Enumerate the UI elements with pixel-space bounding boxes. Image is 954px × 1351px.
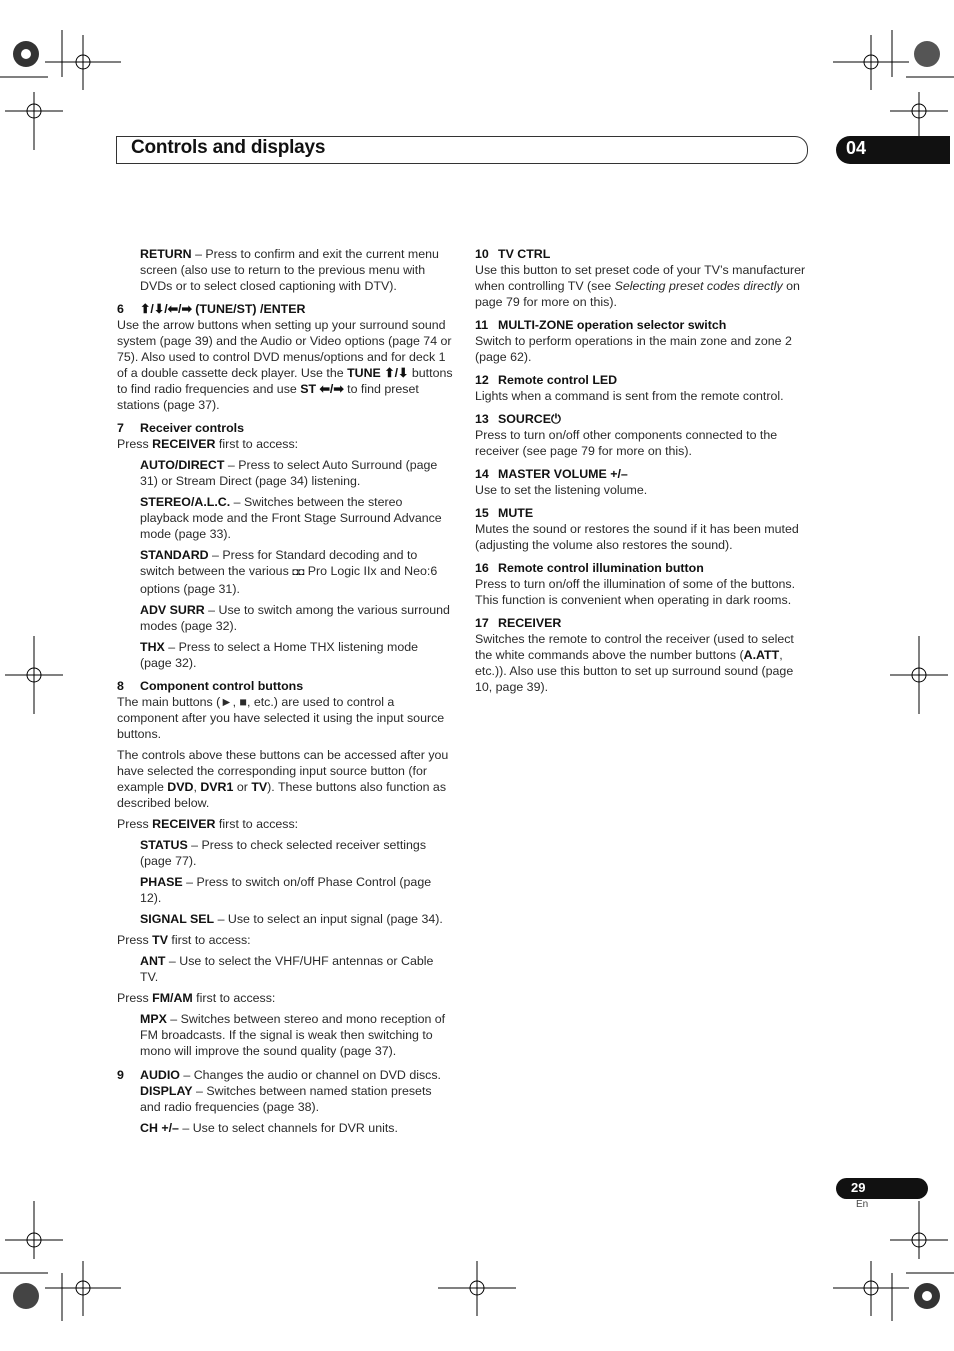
press-line: Press RECEIVER first to access:	[117, 437, 299, 451]
audio-entry: 9 AUDIO – Changes the audio or channel on DVD discs.	[117, 1068, 441, 1082]
display-entry: DISPLAY – Switches between named station presets and radio frequencies (page 38).	[140, 1084, 432, 1114]
section-body: Use the arrow buttons when setting up your surround sound system (page 39) and the Audio or Video options (page 74 or 75). Also used to control DVD menus/options and for deck 1 of a double cassette deck player. Use the TUNE ⬆/⬇ buttons to find radio frequencies and use ST ⬅/➡ to find preset stations (page 37).	[117, 318, 453, 412]
section-heading: 7 Receiver controls	[117, 421, 244, 435]
return-entry	[117, 246, 453, 294]
dolby-icon: ◘◘	[292, 567, 305, 578]
section-heading: 16 Remote control illumination button	[475, 561, 704, 575]
section-body: The controls above these buttons can be accessed after you have selected the corresponding input source button (for example DVD, DVR1 or TV). These buttons also function as described below.	[117, 748, 449, 810]
section-heading: 6 ⬆/⬇/⬅/➡ (TUNE/ST) /ENTER	[117, 302, 306, 316]
section-body: Use this button to set preset code of your TV’s manufacturer when controlling TV (see Selecting preset codes directly on page 79 for more on this).	[475, 263, 806, 309]
mpx-entry: MPX – Switches between stereo and mono reception of FM broadcasts. If the signal is weak then switching to mono will improve the sound quality (page 37).	[140, 1012, 446, 1058]
section-body: Mutes the sound or restores the sound if it has been muted (adjusting the volume also restores the sound).	[475, 522, 799, 552]
page-number: 29	[851, 1180, 866, 1195]
signal-sel-entry: SIGNAL SEL – Use to select an input signal (page 34).	[140, 912, 443, 926]
right-column	[475, 246, 813, 695]
section-body: The main buttons (►, ■, etc.) are used to control a component after you have selected it using the input source buttons.	[117, 695, 445, 741]
stereo-entry: STEREO/A.L.C. – Switches between the stereo playback mode and the Front Stage Surround Advance mode (page 33).	[140, 495, 442, 541]
auto-direct-entry: AUTO/DIRECT – Press to select Auto Surround (page 31) or Stream Direct (page 34) listening.	[140, 458, 438, 488]
crosshair-target-icon	[45, 35, 121, 90]
section-heading: 15 MUTE	[475, 506, 534, 520]
page-number-tab	[836, 1178, 928, 1199]
press-line: Press RECEIVER first to access:	[117, 817, 299, 831]
section-body: Lights when a command is sent from the remote control.	[475, 389, 784, 403]
section-heading: 13 SOURCE⏻	[475, 412, 561, 426]
standard-entry: STANDARD – Press for Standard decoding and to switch between the various ◘◘ Pro Logic IIx and Neo:6 options (page 31).	[140, 548, 438, 596]
left-column	[117, 246, 453, 1136]
phase-entry: PHASE – Press to switch on/off Phase Control (page 12).	[140, 875, 432, 905]
section-heading: 11 MULTI-ZONE operation selector switch	[475, 318, 727, 332]
section-heading: 14 MASTER VOLUME +/–	[475, 467, 628, 481]
press-line: Press TV first to access:	[117, 933, 251, 947]
status-entry: STATUS – Press to check selected receiver settings (page 77).	[140, 838, 427, 868]
page-title: Controls and displays	[131, 137, 326, 158]
thx-entry: THX – Press to select a Home THX listening mode (page 32).	[140, 640, 419, 670]
ant-entry: ANT – Use to select the VHF/UHF antennas or Cable TV.	[140, 954, 434, 984]
page-language: En	[856, 1199, 869, 1210]
term: RETURN	[140, 247, 192, 261]
section-body: Press to turn on/off the illumination of some of the buttons. This function is convenient when operating in dark rooms.	[475, 577, 796, 607]
section-heading: 8 Component control buttons	[117, 679, 304, 693]
section-body: Use to set the listening volume.	[475, 483, 648, 497]
section-heading: 12 Remote control LED	[475, 373, 618, 387]
section-body: Switch to perform operations in the main zone and zone 2 (page 62).	[475, 334, 792, 364]
ch-entry: CH +/– – Use to select channels for DVR units.	[140, 1121, 398, 1135]
section-heading: 10 TV CTRL	[475, 247, 551, 261]
adv-surr-entry: ADV SURR – Use to switch among the various surround modes (page 32).	[140, 603, 450, 633]
chapter-number: 04	[846, 138, 867, 158]
description: – Press to confirm and exit the current menu screen (also use to return to the previous menu with DVDs or to select closed captioning with DTV).	[140, 247, 439, 293]
section-heading: 17 RECEIVER	[475, 616, 562, 630]
section-body: Press to turn on/off other components connected to the receiver (see page 79 for more on this).	[475, 428, 778, 458]
section-body: Switches the remote to control the receiver (used to select the white commands above the number buttons (A.ATT, etc.)). Also use this button to set up surround sound (page 10, page 39).	[475, 632, 794, 694]
press-line: Press FM/AM first to access:	[117, 991, 276, 1005]
